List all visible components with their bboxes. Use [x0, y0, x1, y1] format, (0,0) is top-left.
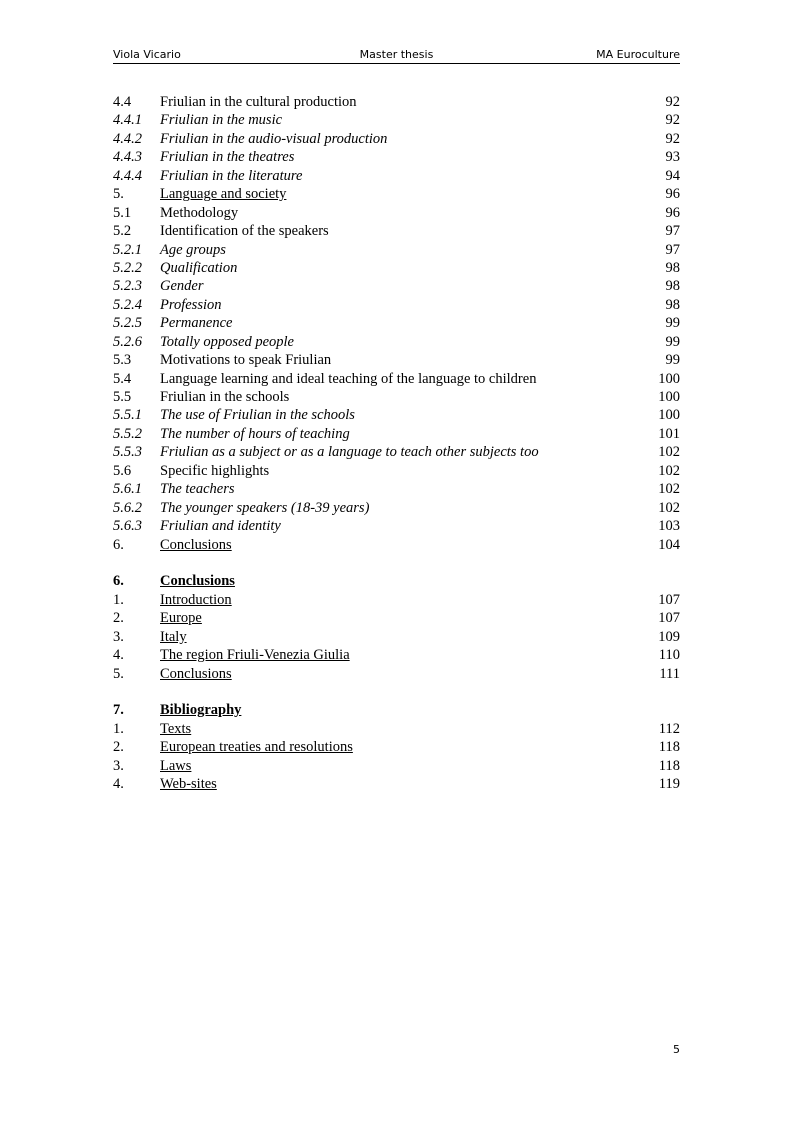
toc-entry[interactable]	[113, 130, 680, 148]
toc-entry-title: Specific highlights	[160, 462, 270, 479]
toc-entry-number: 5.6	[113, 462, 132, 479]
toc-entry-number: 5.3	[113, 352, 132, 369]
toc-entry[interactable]	[113, 738, 680, 756]
toc-entry[interactable]	[113, 720, 680, 738]
header-author: Viola Vicario	[113, 48, 181, 61]
toc-entry-title[interactable]: Laws	[160, 757, 192, 774]
toc-entry[interactable]	[113, 111, 680, 129]
toc-chapter-number: 6.	[113, 573, 124, 590]
toc-entry-number: 5.5.3	[113, 444, 142, 461]
toc-chapter-title[interactable]: Conclusions	[160, 573, 235, 590]
toc-entry-title[interactable]: Introduction	[160, 591, 232, 608]
page-header	[113, 47, 680, 64]
toc-entry-page: 98	[665, 296, 680, 313]
toc-entry-number: 4.4.2	[113, 130, 142, 147]
toc-entry-page: 96	[665, 186, 680, 203]
toc-entry-title: Friulian in the cultural production	[160, 94, 357, 110]
toc-entry[interactable]	[113, 536, 680, 554]
toc-entry-page: 102	[658, 444, 680, 461]
table-of-contents	[113, 93, 680, 794]
toc-entry-page: 94	[665, 167, 680, 184]
toc-entry[interactable]	[113, 775, 680, 793]
toc-entry-number: 5.6.1	[113, 481, 142, 498]
toc-entry-title: Motivations to speak Friulian	[160, 352, 332, 369]
toc-chapter-title[interactable]: Bibliography	[160, 702, 242, 719]
toc-entry-page: 97	[665, 223, 680, 240]
toc-entry-number: 5.2.3	[113, 278, 142, 295]
toc-entry-page: 100	[658, 407, 680, 424]
toc-entry-title[interactable]: Web-sites	[160, 776, 217, 793]
toc-entry-number: 3.	[113, 757, 124, 774]
toc-entry-page: 102	[658, 499, 680, 516]
toc-entry[interactable]	[113, 333, 680, 351]
toc-entry-page: 98	[665, 259, 680, 276]
toc-entry-number: 5.2	[113, 223, 132, 240]
toc-entry-page: 119	[658, 776, 680, 793]
toc-entry-page: 102	[658, 462, 680, 479]
toc-entry-number: 5.	[113, 186, 124, 203]
toc-entry-page: 111	[659, 665, 680, 682]
toc-entry-page: 99	[665, 315, 680, 332]
toc-entry[interactable]	[113, 314, 680, 332]
toc-entry-number: 3.	[113, 628, 124, 645]
toc-entry[interactable]	[113, 93, 680, 111]
toc-entry-page: 107	[658, 591, 680, 608]
toc-entry-title: Friulian in the music	[160, 112, 283, 129]
toc-entry-number: 4.	[113, 776, 124, 793]
toc-entry[interactable]	[113, 222, 680, 240]
toc-entry-number: 1.	[113, 591, 124, 608]
toc-spacer	[113, 683, 680, 701]
toc-entry-page: 96	[665, 204, 680, 221]
toc-spacer	[113, 554, 680, 572]
toc-entry-number: 5.2.1	[113, 241, 142, 258]
toc-entry-number: 4.4.3	[113, 149, 142, 166]
toc-entry-page: 98	[665, 278, 680, 295]
toc-entry[interactable]	[113, 646, 680, 664]
toc-chapter-heading	[113, 701, 680, 719]
toc-entry-title: Friulian as a subject or as a language to teach other subjects too	[160, 444, 539, 461]
toc-entry-number: 6.	[113, 536, 124, 553]
toc-entry[interactable]	[113, 665, 680, 683]
toc-entry-title: Friulian in the schools	[160, 389, 290, 405]
toc-entry[interactable]	[113, 757, 680, 775]
toc-entry[interactable]	[113, 443, 680, 461]
toc-entry-page: 112	[658, 720, 680, 737]
toc-entry[interactable]	[113, 259, 680, 277]
toc-entry-number: 5.5	[113, 389, 132, 405]
toc-entry-title: Friulian and identity	[160, 518, 281, 535]
toc-entry-number: 5.	[113, 665, 124, 682]
toc-entry-number: 5.2.6	[113, 333, 142, 350]
toc-entry-title: The number of hours of teaching	[160, 425, 350, 442]
toc-entry-title: Friulian in the literature	[160, 167, 303, 184]
toc-entry-title[interactable]: The region Friuli-Venezia Giulia	[160, 647, 350, 664]
toc-entry-page: 99	[665, 352, 680, 369]
toc-entry-page: 110	[658, 647, 680, 664]
toc-entry-page: 100	[658, 370, 680, 387]
toc-entry-title: Gender	[160, 278, 204, 295]
toc-entry-number: 4.4.4	[113, 167, 142, 184]
toc-section-chapter-4-5	[113, 93, 680, 554]
toc-entry-page: 107	[658, 610, 680, 627]
toc-entry-title: Language learning and ideal teaching of the language to children	[160, 370, 537, 387]
toc-entry-number: 5.2.5	[113, 315, 142, 332]
toc-entry-title[interactable]: Conclusions	[160, 665, 232, 682]
toc-entry[interactable]	[113, 628, 680, 646]
toc-entry[interactable]	[113, 480, 680, 498]
header-program: MA Euroculture	[596, 48, 680, 61]
toc-entry-number: 5.6.3	[113, 518, 142, 535]
toc-entry-page: 103	[658, 518, 680, 535]
toc-entry-title: Methodology	[160, 204, 239, 221]
toc-entry-page: 99	[665, 333, 680, 350]
toc-entry-number: 2.	[113, 739, 124, 756]
toc-entry-number: 5.5.2	[113, 425, 142, 442]
toc-entry[interactable]	[113, 388, 680, 406]
toc-entry[interactable]	[113, 462, 680, 480]
toc-entry-title: The teachers	[160, 481, 235, 498]
toc-entry-number: 4.4.1	[113, 112, 142, 129]
toc-entry-title: Age groups	[160, 241, 226, 258]
toc-entry-page: 102	[658, 481, 680, 498]
toc-chapter-heading	[113, 572, 680, 590]
toc-entry-title: The younger speakers (18-39 years)	[160, 499, 370, 516]
toc-entry[interactable]	[113, 609, 680, 627]
toc-entry-number: 2.	[113, 610, 124, 627]
toc-entry-page: 92	[665, 94, 680, 110]
toc-entry-page: 101	[658, 425, 680, 442]
toc-entry-title: The use of Friulian in the schools	[160, 407, 355, 424]
toc-entry-number: 1.	[113, 720, 124, 737]
toc-entry[interactable]	[113, 499, 680, 517]
toc-entry[interactable]	[113, 370, 680, 388]
toc-entry-number: 5.4	[113, 370, 132, 387]
toc-entry-title: Friulian in the theatres	[160, 149, 295, 166]
toc-entry-number: 4.	[113, 647, 124, 664]
toc-entry[interactable]	[113, 185, 680, 203]
toc-entry-page: 92	[665, 130, 680, 147]
toc-entry-page: 92	[665, 112, 680, 129]
toc-entry-title[interactable]: Texts	[160, 720, 192, 737]
toc-entry-title: Friulian in the audio-visual production	[160, 130, 388, 147]
toc-entry-title[interactable]: Conclusions	[160, 536, 232, 553]
toc-entry-title: Profession	[160, 296, 222, 313]
toc-entry[interactable]	[113, 591, 680, 609]
toc-entry[interactable]	[113, 204, 680, 222]
page-number: 5	[673, 1043, 680, 1056]
toc-entry-title[interactable]: Europe	[160, 610, 202, 627]
toc-entry-page: 118	[658, 739, 680, 756]
toc-entry-number: 5.2.4	[113, 296, 142, 313]
toc-entry[interactable]	[113, 167, 680, 185]
toc-entry-number: 4.4	[113, 94, 132, 110]
toc-entry[interactable]	[113, 148, 680, 166]
toc-entry-title[interactable]: European treaties and resolutions	[160, 739, 353, 756]
toc-entry-page: 109	[658, 628, 680, 645]
toc-entry-title[interactable]: Language and society	[160, 186, 287, 203]
toc-entry-page: 118	[658, 757, 680, 774]
toc-entry[interactable]	[113, 277, 680, 295]
toc-entry-number: 5.1	[113, 204, 132, 221]
toc-entry-title: Identification of the speakers	[160, 223, 329, 240]
toc-entry-number: 5.5.1	[113, 407, 142, 424]
toc-chapter-number: 7.	[113, 702, 124, 719]
toc-entry[interactable]	[113, 296, 680, 314]
toc-entry-page: 93	[665, 149, 680, 166]
toc-entry[interactable]	[113, 351, 680, 369]
toc-entry-page: 97	[665, 241, 680, 258]
toc-entry[interactable]	[113, 241, 680, 259]
toc-section-conclusions	[113, 572, 680, 683]
toc-entry-title[interactable]: Italy	[160, 628, 187, 645]
toc-entry[interactable]	[113, 517, 680, 535]
toc-section-bibliography	[113, 701, 680, 793]
toc-entry-title: Qualification	[160, 259, 238, 276]
toc-entry-page: 104	[658, 536, 680, 553]
toc-entry-page: 100	[658, 389, 680, 405]
toc-entry[interactable]	[113, 425, 680, 443]
toc-entry-title: Permanence	[160, 315, 233, 332]
header-doc-type: Master thesis	[359, 48, 434, 61]
toc-entry-number: 5.2.2	[113, 259, 142, 276]
toc-entry[interactable]	[113, 406, 680, 424]
toc-entry-number: 5.6.2	[113, 499, 142, 516]
toc-entry-title: Totally opposed people	[160, 333, 294, 350]
